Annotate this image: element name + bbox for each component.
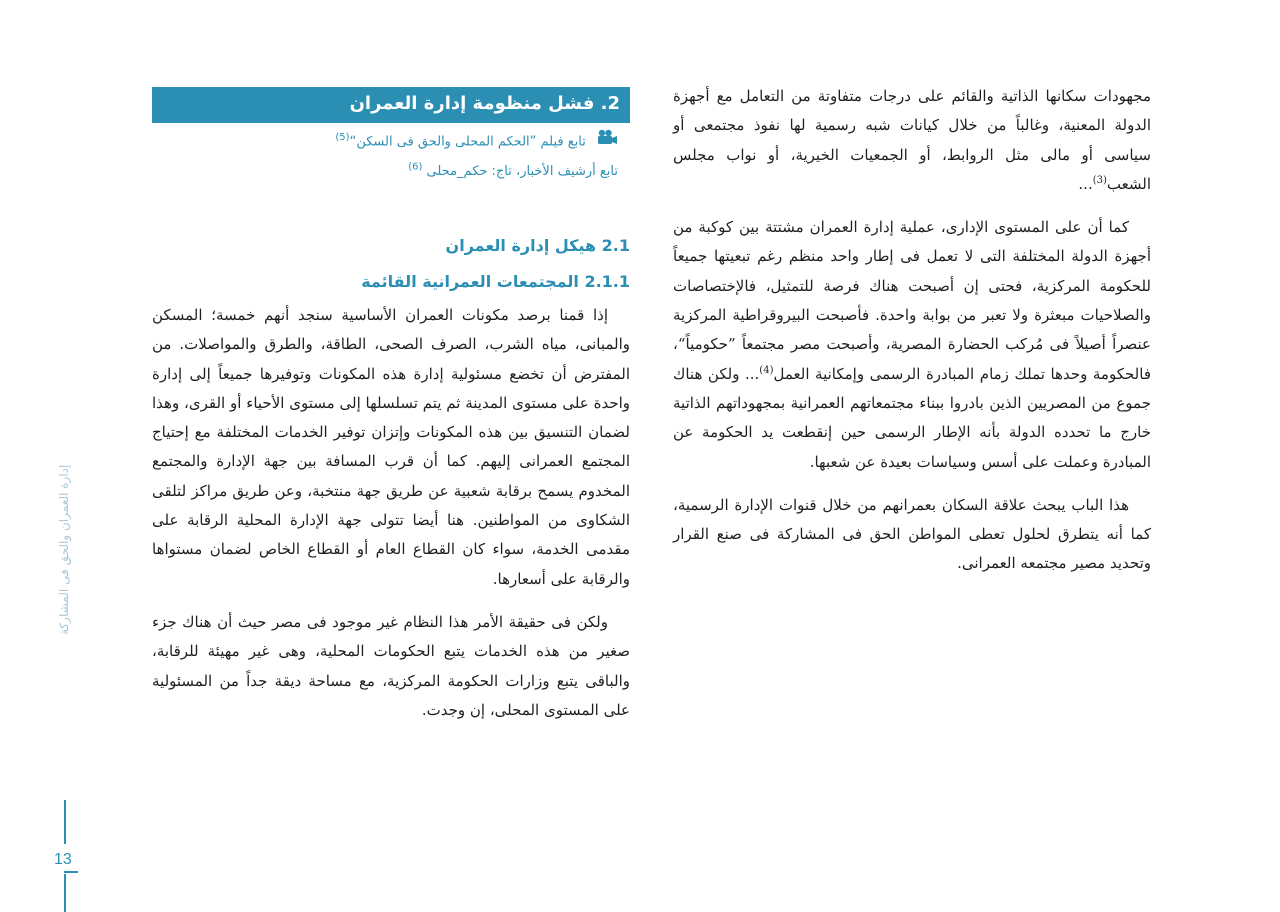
- margin-rule: [64, 800, 66, 844]
- paragraph: [673, 82, 1151, 199]
- paragraph-text: هذا الباب يبحث علاقة السكان بعمرانهم من خلال قنوات الإدارة الرسمية، كما أنه يتطرق لحلول تعطى المواطن الحق فى المشاركة فى صنع القرار وتحديد مصير مجتمعه العمرانى.: [673, 495, 1151, 573]
- left-column: [152, 82, 630, 739]
- footnote-ref[interactable]: (3): [1092, 174, 1107, 186]
- news-archive-link-row: [152, 157, 618, 187]
- paragraph: [673, 491, 1151, 579]
- video-camera-icon[interactable]: [596, 127, 618, 157]
- paragraph: [152, 608, 630, 725]
- chapter-title: 2. فشل منظومة إدارة العمران: [152, 87, 630, 123]
- paragraph: [673, 213, 1151, 477]
- footnote-ref[interactable]: (4): [759, 364, 774, 376]
- paragraph-text: ولكن فى حقيقة الأمر هذا النظام غير موجود فى مصر حيث أن هناك جزء صغير من هذه الخدمات يتبع الحكومات المحلية، وهى غير مهيئة للرقابة، والباقى يتبع وزارات الحكومة المركزية، مع مساحة ديقة جداً من المسئولية على المستوى المحلى، إن وجدت.: [152, 612, 630, 719]
- subsection-heading: 2.1.1 المجتمعات العمرانية القائمة: [361, 272, 630, 291]
- paragraph: [152, 301, 630, 594]
- footnote-ref[interactable]: (6): [408, 161, 423, 173]
- film-link-row: [152, 127, 618, 157]
- paragraph-text: كما أن على المستوى الإدارى، عملية إدارة العمران مشتتة بين كوكبة من أجهزة الدولة المختلفة التى لا تعمل فى إطار واحد منظم رغم تبعيتها جميعاً للحكومة المركزية، فحتى إن أصبحت هناك فرصة للتمثيل، فالإختصاصات والصلاحيات مبعثرة ولا تعبر من بوابة واحدة. فأصبحت البيروقراطية المركزية عنصراً أصيلاً فى مُركب الحضارة المصرية، وأصبحت مصر مجتمعاً ”حكومياً“، فالحكومة وحدها تملك زمام المبادرة الرسمى وإمكانية العمل: [673, 218, 1151, 383]
- paragraph-text: ...: [1078, 174, 1093, 193]
- paragraph-text: ... ولكن هناك جموع من المصريين الذين بادروا ببناء مجتمعاتهم العمرانية بمجهوداتهم الذاتية خارج ما تحدده الدولة بأنه الإطار الرسمى حين إنقطعت يد الحكومة عن المبادرة وعملت على أسس وسياسات بعيدة عن شعبها.: [673, 364, 1151, 471]
- margin-tick: [64, 871, 78, 873]
- paragraph-text: إذا قمنا برصد مكونات العمران الأساسية سنجد أنهم خمسة؛ المسكن والمبانى، مياه الشرب، الصرف الصحى، الطاقة، والطرق والمواصلات. من المفترض أن تخضع مسئولية إدارة هذه المكونات وتوفيرها جميعاً إلى إدارة واحدة على مستوى المدينة ثم يتم تسلسلها إلى مستوى الأحياء أو القرى، وهذا لضمان التنسيق بين هذه المكونات وإتزان توفير الخدمات المختلفة مع إحتياج المجتمع العمرانى إليهم. كما أن قرب المسافة بين جهة الإدارة والمجتمع المخدوم يسمح برقابة شعبية عن طريق جهة منتخبة، وعن طريق مراكز لتلقى الشكاوى من المواطنين. هنا أيضا تتولى جهة الإدارة المحلية الرقابة على مقدمى الخدمة، سواء كان القطاع العام أو القطاع الخاص لضمان مستواها والرقابة على أسعارها.: [152, 306, 630, 588]
- section-heading: 2.1 هيكل إدارة العمران: [445, 236, 630, 255]
- paragraph-text: مجهودات سكانها الذاتية والقائم على درجات متفاوتة من التعامل مع أجهزة الدولة المعنية، وغالباً من خلال كيانات شبه رسمية لها نفوذ مجتمعى أو سياسى أو مالى مثل الروابط، أو الجمعيات الخيرية، أو نواب مجلس الشعب: [673, 87, 1151, 193]
- film-link[interactable]: تابع فيلم ”الحكم المحلى والحق فى السكن“: [349, 134, 586, 150]
- related-links: [152, 127, 630, 187]
- right-column: [673, 82, 1151, 593]
- page-number: 13: [54, 851, 72, 868]
- news-archive-link[interactable]: تابع أرشيف الأخبار، تاج: حكم_محلى: [426, 164, 618, 179]
- running-book-title: إدارة العمران والحق فى المشاركة: [57, 464, 71, 635]
- footnote-ref[interactable]: (5): [335, 132, 350, 144]
- margin-rule: [64, 874, 66, 912]
